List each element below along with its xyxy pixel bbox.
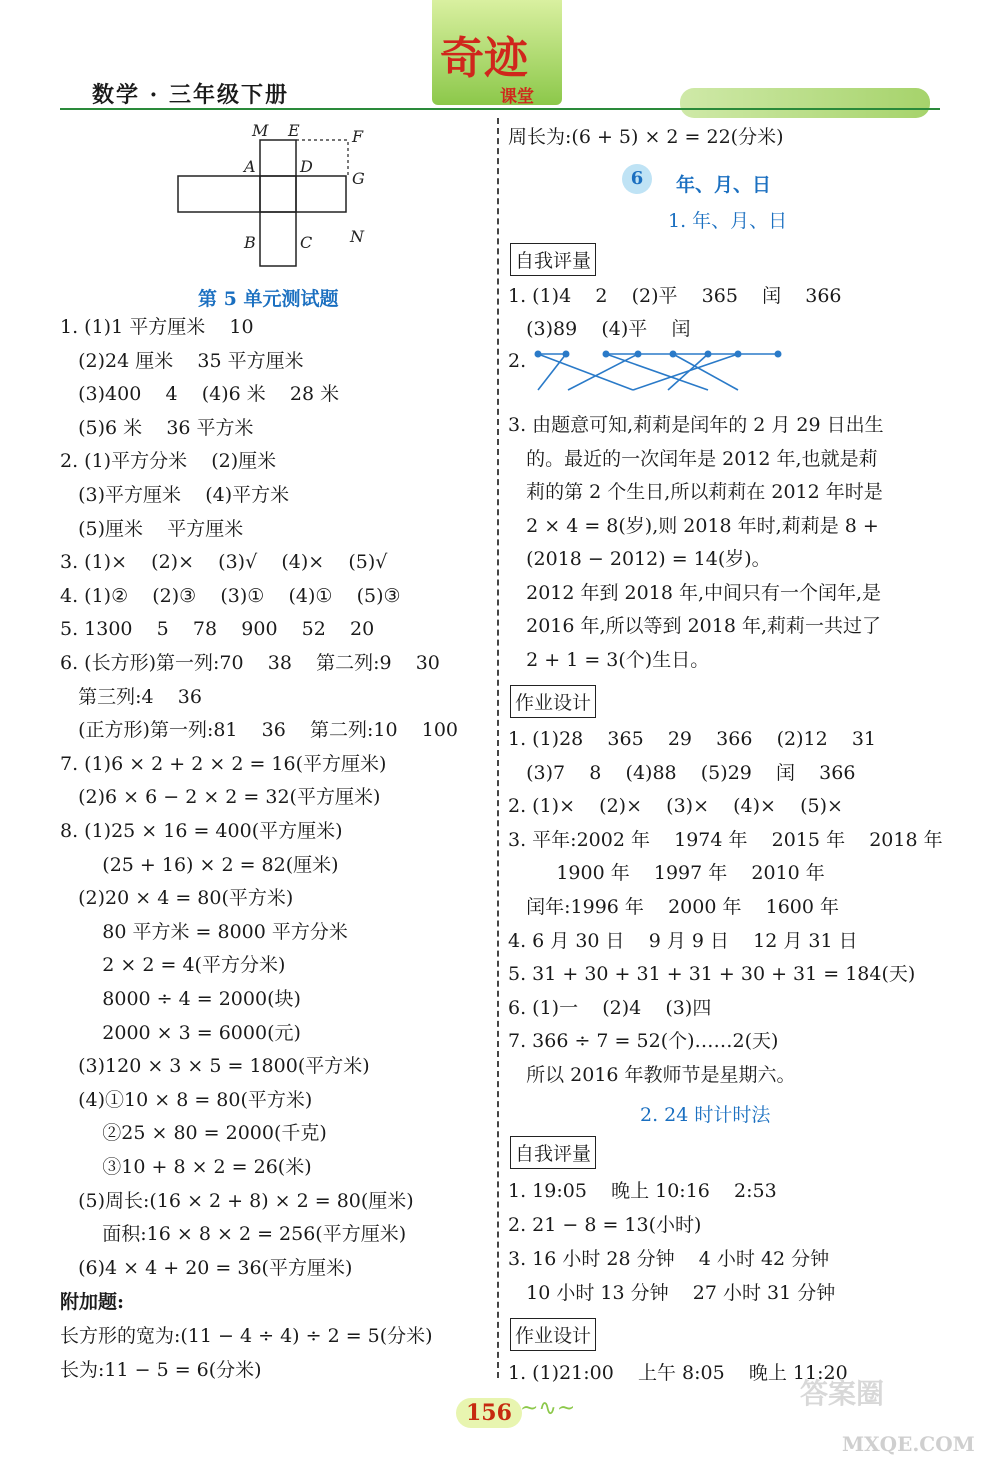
label-c: C xyxy=(300,233,313,252)
answer-line: (4)①10 × 8 = 80(平方米) xyxy=(60,1088,313,1111)
answer-line: 2 × 4 = 8(岁),则 2018 年时,莉莉是 8 + xyxy=(508,514,879,537)
label-a: A xyxy=(244,157,256,176)
label-b: B xyxy=(244,233,256,252)
answer-line: 8. (1)25 × 16 = 400(平方厘米) xyxy=(60,820,343,842)
answer-line: (正方形)第一列:81 36 第二列:10 100 xyxy=(60,719,459,742)
chapter-title: 年、月、日 xyxy=(676,174,772,196)
answer-line: (2)20 × 4 = 80(平方米) xyxy=(60,887,294,910)
answer-line: 面积:16 × 8 × 2 = 256(平方厘米) xyxy=(60,1223,407,1246)
answer-line: 3. 16 小时 28 分钟 4 小时 42 分钟 xyxy=(508,1248,830,1270)
answer-line: 3. (1)× (2)× (3)√ (4)× (5)√ xyxy=(60,551,388,574)
header-decoration xyxy=(680,88,930,118)
answer-line: ③10 + 8 × 2 = 26(米) xyxy=(60,1156,312,1178)
answer-line: (2)24 厘米 35 平方厘米 xyxy=(60,349,304,372)
answer-line: 3. 由题意可知,莉莉是闰年的 2 月 29 日出生 xyxy=(508,414,884,436)
watermark-url: MXQE.COM xyxy=(842,1432,975,1456)
answer-line: 1. 19:05 晚上 10:16 2:53 xyxy=(508,1180,777,1202)
answer-line: (3)400 4 (4)6 米 28 米 xyxy=(60,383,340,406)
answer-line: (2018 − 2012) = 14(岁)。 xyxy=(508,548,771,570)
watermark: 答案圈 xyxy=(800,1377,885,1410)
book-title: 数学 · 三年级下册 xyxy=(92,82,289,108)
answer-line: (2)6 × 6 − 2 × 2 = 32(平方厘米) xyxy=(60,786,381,809)
answer-line: 1. (1)4 2 (2)平 365 闰 366 xyxy=(508,285,842,307)
answer-line: (5)厘米 平方厘米 xyxy=(60,517,244,540)
extra-line: 长为:11 − 5 = 6(分米) xyxy=(60,1359,262,1381)
answer-line: (3)7 8 (4)88 (5)29 闰 366 xyxy=(508,761,856,784)
answer-line: 1. (1)28 365 29 366 (2)12 31 xyxy=(508,728,877,750)
logo-title: 奇迹 xyxy=(440,33,528,84)
answer-line: 所以 2016 年教师节是星期六。 xyxy=(508,1064,796,1086)
cube-net-figure xyxy=(170,120,390,280)
answer-line: 80 平方米 = 8000 平方分米 xyxy=(60,920,348,943)
self-assessment-label: 自我评量 xyxy=(510,1136,596,1169)
self-assessment-label: 自我评量 xyxy=(510,243,596,276)
extra-line: 长方形的宽为:(11 − 4 ÷ 4) ÷ 2 = 5(分米) xyxy=(60,1325,433,1347)
answer-line: 7. 366 ÷ 7 = 52(个)……2(天) xyxy=(508,1030,779,1053)
answer-line: 4. (1)② (2)③ (3)① (4)① (5)③ xyxy=(60,584,401,607)
column-divider xyxy=(497,118,501,1378)
answer-line: 1. (1)21:00 上午 8:05 晚上 11:20 xyxy=(508,1362,848,1384)
answer-line: 莉的第 2 个生日,所以莉莉在 2012 年时是 xyxy=(508,481,883,503)
answer-line: 6. (1)一 (2)4 (3)四 xyxy=(508,996,712,1019)
page-number: 156 xyxy=(456,1398,522,1428)
answer-line: (3)120 × 3 × 5 = 1800(平方米) xyxy=(60,1055,370,1078)
answer-line: (6)4 × 4 + 20 = 36(平方厘米) xyxy=(60,1256,353,1279)
answer-line: 2. (1)平方分米 (2)厘米 xyxy=(60,450,277,473)
answer-line: 5. 31 + 30 + 31 + 31 + 30 + 31 = 184(天) xyxy=(508,963,916,986)
label-f: F xyxy=(352,127,364,146)
label-d: D xyxy=(300,157,313,176)
question-2-label: 2. xyxy=(508,350,527,372)
unit-title: 第 5 单元测试题 xyxy=(198,288,339,310)
answer-line: 4. 6 月 30 日 9 月 9 日 12 月 31 日 xyxy=(508,929,858,952)
answer-line: (3)平方厘米 (4)平方米 xyxy=(60,484,290,506)
answer-line: (25 + 16) × 2 = 82(厘米) xyxy=(60,853,339,876)
matching-lines-figure xyxy=(528,346,788,396)
swirl-icon: ~∿~ xyxy=(520,1396,576,1421)
section-title: 1. 年、月、日 xyxy=(668,210,788,232)
answer-line: 2016 年,所以等到 2018 年,莉莉一共过了 xyxy=(508,615,882,637)
answer-line: 5. 1300 5 78 900 52 20 xyxy=(60,618,375,641)
answer-line: 8000 ÷ 4 = 2000(块) xyxy=(60,988,301,1010)
label-m: M xyxy=(252,121,269,140)
answer-line: 2012 年到 2018 年,中间只有一个闰年,是 xyxy=(508,581,882,604)
answer-line: 2. 21 − 8 = 13(小时) xyxy=(508,1214,702,1236)
section-title: 2. 24 时计时法 xyxy=(640,1104,771,1126)
answer-line: 7. (1)6 × 2 + 2 × 2 = 16(平方厘米) xyxy=(60,752,387,775)
answer-line: 1. (1)1 平方厘米 10 xyxy=(60,316,254,338)
answer-line: 1900 年 1997 年 2010 年 xyxy=(508,862,825,885)
answer-line: (5)周长:(16 × 2 + 8) × 2 = 80(厘米) xyxy=(60,1189,414,1212)
logo-subtitle: 课堂 xyxy=(500,87,534,107)
answer-line: 的。最近的一次闰年是 2012 年,也就是莉 xyxy=(508,447,878,470)
homework-label: 作业设计 xyxy=(510,685,596,718)
answer-line: ②25 × 80 = 2000(千克) xyxy=(60,1122,327,1145)
answer-line: 10 小时 13 分钟 27 小时 31 分钟 xyxy=(508,1282,836,1304)
chapter-number: 6 xyxy=(622,164,652,194)
answer-line: 2 + 1 = 3(个)生日。 xyxy=(508,648,710,671)
label-e: E xyxy=(288,121,300,140)
answer-line: 3. 平年:2002 年 1974 年 2015 年 2018 年 xyxy=(508,828,943,851)
extra-title: 附加题: xyxy=(60,1291,125,1313)
answer-line: 2000 × 3 = 6000(元) xyxy=(60,1021,301,1044)
answer-line: 2 × 2 = 4(平方分米) xyxy=(60,954,286,977)
label-g: G xyxy=(352,169,365,188)
answer-line: 第三列:4 36 xyxy=(60,685,202,708)
answer-line: 6. (长方形)第一列:70 38 第二列:9 30 xyxy=(60,652,440,674)
perimeter-line: 周长为:(6 + 5) × 2 = 22(分米) xyxy=(508,126,784,148)
header-rule xyxy=(60,108,940,110)
answer-line: (3)89 (4)平 闰 xyxy=(508,318,691,340)
label-n: N xyxy=(350,227,364,246)
answer-line: 闰年:1996 年 2000 年 1600 年 xyxy=(508,896,840,918)
answer-line: 2. (1)× (2)× (3)× (4)× (5)× xyxy=(508,795,843,818)
answer-line: (5)6 米 36 平方米 xyxy=(60,416,254,439)
homework-label: 作业设计 xyxy=(510,1318,596,1351)
